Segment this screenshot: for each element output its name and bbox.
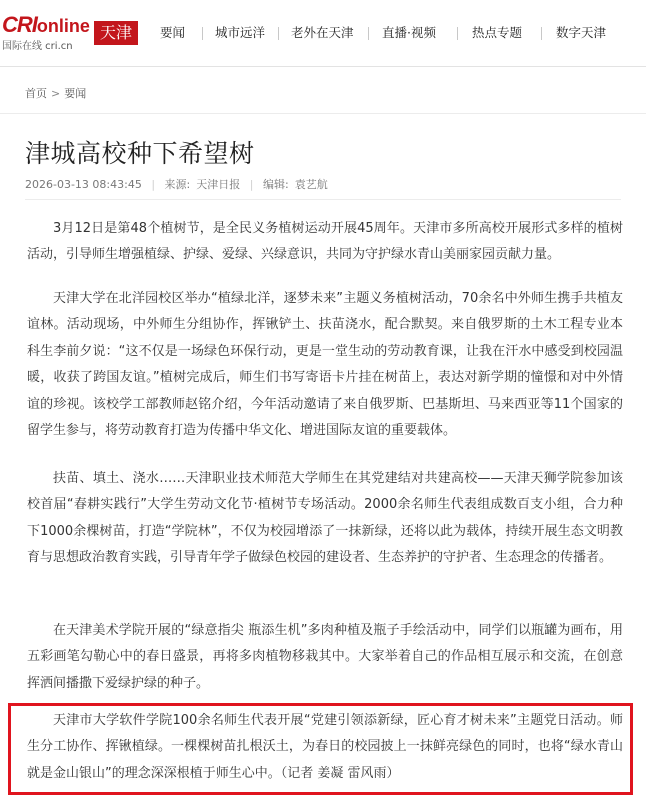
nav-item-digital-tianjin[interactable]: 数字天津 <box>556 25 607 40</box>
logo-wordmark: CRIonline <box>2 12 90 37</box>
nav-item-topics[interactable]: 热点专题 <box>472 25 523 40</box>
nav-item-foreigners[interactable]: 老外在天津 <box>291 25 354 40</box>
breadcrumb-divider <box>0 113 646 114</box>
nav-divider <box>278 27 279 40</box>
nav-divider <box>457 27 458 40</box>
meta-divider: | <box>151 178 156 191</box>
article-paragraph: 扶苗、填土、浇水……天津职业技术师范大学师生在其党建结对共建高校——天津天狮学院参加该校首届“春耕实践行”大学生劳动文化节·植树节专场活动。2000余名师生代表组成数百支小组，合力种下1000余棵树苗，打造“学院林”，不仅为校园增添了一抹新绿，还将以此为载体，持续开展生态文明教育与思想政治教育实践，引导青年学子做绿色校园的建设者、生态养护的守护者、生态理念的传播者。 <box>27 471 623 566</box>
editor-name: 袁艺航 <box>294 178 328 191</box>
article-paragraph: 3月12日是第48个植树节，是全民义务植树运动开展45周年。天津市多所高校开展形式多样的植树活动，引导师生增强植绿、护绿、爱绿、兴绿意识，共同为守护绿水青山美丽家园贡献力量。 <box>27 221 623 263</box>
article-title: 津城高校种下希望树 <box>25 139 255 168</box>
article-meta <box>25 176 334 192</box>
editor-label: 编辑: <box>262 178 289 191</box>
meta-divider: | <box>249 178 254 191</box>
publish-datetime: 2026-03-13 08:43:45 <box>25 178 142 191</box>
breadcrumb-separator: > <box>51 87 61 100</box>
site-header <box>0 0 646 67</box>
site-logo[interactable] <box>0 10 140 54</box>
nav-divider <box>541 27 542 40</box>
nav-divider <box>202 27 203 40</box>
nav-divider <box>368 27 369 40</box>
nav-item-city-ocean[interactable]: 城市远洋 <box>215 25 266 40</box>
article-paragraph-highlighted: 天津市大学软件学院100余名师生代表开展“党建引领添新绿，匠心育才树未来”主题党日活动。师生分工协作、挥锹植绿。一棵棵树苗扎根沃土，为春日的校园披上一抹鲜亮绿色的同时，也将“绿水青山就是金山银山”的理念深深根植于师生心中。（记者 姜凝 雷风雨） <box>27 713 623 781</box>
breadcrumb <box>25 85 86 101</box>
article-paragraph: 在天津美术学院开展的“绿意指尖 瓶添生机”多肉种植及瓶子手绘活动中，同学们以瓶罐为画布，用五彩画笔勾勒心中的春日盛景，再将多肉植物移栽其中。大家举着自己的作品相互展示和交流，在创意挥洒间播撒下爱绿护绿的种子。 <box>27 623 623 691</box>
breadcrumb-current[interactable]: 要闻 <box>64 87 87 100</box>
article-paragraph: 天津大学在北洋园校区举办“植绿北洋，逐梦未来”主题义务植树活动，70余名中外师生携手共植友谊林。活动现场，中外师生分组协作，挥锹铲土、扶苗浇水，配合默契。来自俄罗斯的土木工程专业本科生李前夕说：“这不仅是一场绿色环保行动，更是一堂生动的劳动教育课，让我在汗水中感受到校园温暖，收获了跨国友谊。”植树完成后，师生们书写寄语卡片挂在树苗上，表达对新学期的憧憬和对中外情谊的珍视。该校学工部教师赵铭介绍，今年活动邀请了来自俄罗斯、巴基斯坦、马来西亚等11个国家的留学生参与，将劳动教育打造为传播中华文化、增进国际友谊的重要载体。 <box>27 291 623 439</box>
source-label: 来源: <box>164 178 191 191</box>
source-name: 天津日报 <box>196 178 241 191</box>
nav-item-live-video[interactable]: 直播·视频 <box>382 25 436 40</box>
meta-divider-line <box>25 199 621 200</box>
nav-item-news[interactable]: 要闻 <box>160 25 186 40</box>
logo-subtitle: 国际在线 cri.cn <box>2 41 73 52</box>
breadcrumb-home[interactable]: 首页 <box>25 87 47 100</box>
city-badge: 天津 <box>94 21 138 45</box>
